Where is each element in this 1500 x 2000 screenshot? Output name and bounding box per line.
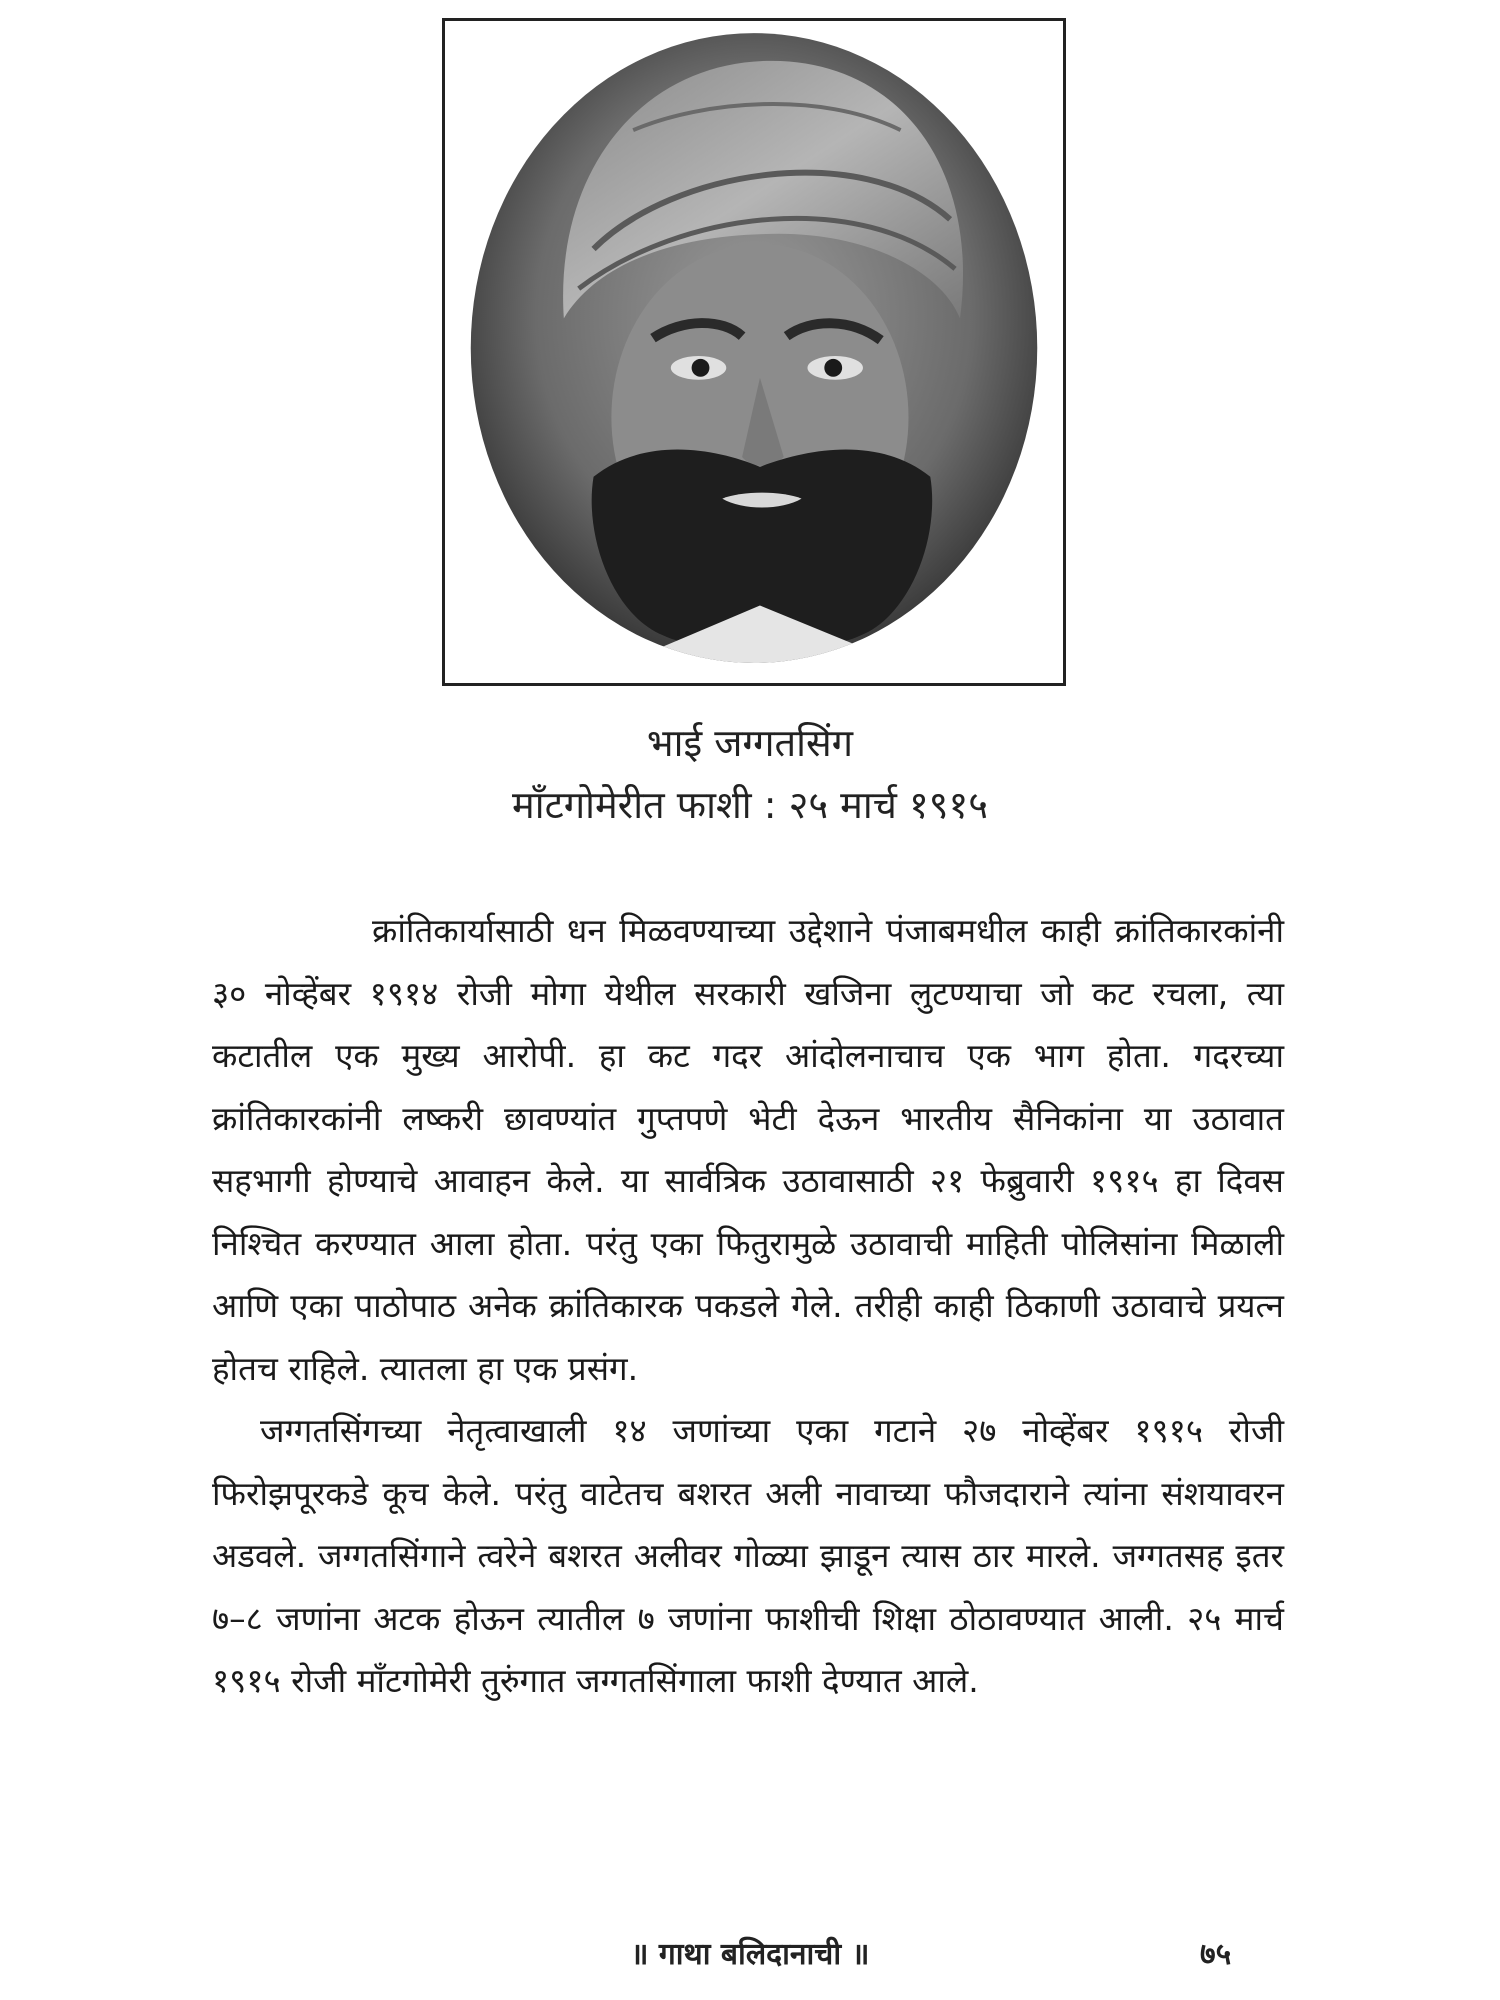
paragraph-2: जग्गतसिंगच्या नेतृत्वाखाली १४ जणांच्या एका गटाने २७ नोव्हेंबर १९१५ रोजी फिरोझपूरकडे कूच केले. परंतु वाटेतच बशरत अली नावाच्या फौजदाराने त्यांना संशयावरन अडवले. जग्गतसिंगाने त्वरेने बशरत अलीवर गोळ्या झाडून त्यास ठार मारले. जग्गतसह इतर ७–८ जणांना अटक होऊन त्यातील ७ जणांना फाशीची शिक्षा ठोठावण्यात आली. २५ मार्च १९१५ रोजी माँटगोमेरी तुरुंगात जग्गतसिंगाला फाशी देण्यात आले. [212,1411,1284,1700]
caption-name: भाई जग्गतसिंग [646,721,854,765]
body-text [212,900,1284,1713]
portrait-photo [442,18,1066,686]
page-number: ७५ [1200,1937,1232,1972]
footer-title: ॥ गाथा बलिदानाची ॥ [630,1937,870,1972]
paragraph-1: क्रांतिकार्यासाठी धन मिळवण्याच्या उद्देशाने पंजाबमधील काही क्रांतिकारकांनी ३० नोव्हेंबर १९१४ रोजी मोगा येथील सरकारी खजिना लुटण्याचा जो कट रचला, त्या कटातील एक मुख्य आरोपी. हा कट गदर आंदोलनाचाच एक भाग होता. गदरच्या क्रांतिकारकांनी लष्करी छावण्यांत गुप्तपणे भेटी देऊन भारतीय सैनिकांना या उठावात सहभागी होण्याचे आवाहन केले. या सार्वत्रिक उठावासाठी २१ फेब्रुवारी १९१५ हा दिवस निश्चित करण्यात आला होता. परंतु एका फितुरामुळे उठावाची माहिती पोलिसांना मिळाली आणि एका पाठोपाठ अनेक क्रांतिकारक पकडले गेले. तरीही काही ठिकाणी उठावाचे प्रयत्न होतच राहिले. त्यातला हा एक प्रसंग. [212,911,1284,1388]
portrait-image [445,21,1063,683]
caption-subtitle: माँटगोमेरीत फाशी : २५ मार्च १९१५ [512,783,988,827]
